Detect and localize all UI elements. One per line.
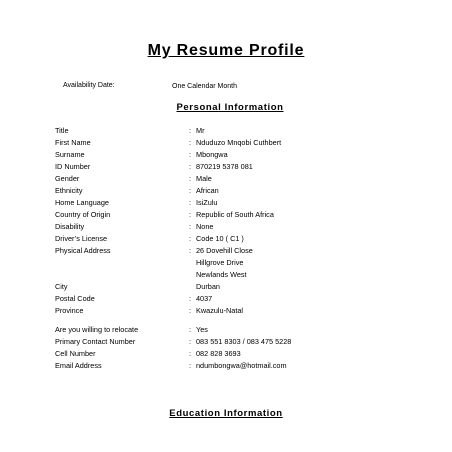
info-row-postal-code bbox=[0, 293, 452, 304]
row-separator: : bbox=[189, 361, 192, 370]
row-separator: : bbox=[189, 198, 192, 207]
row-value: Code 10 ( C1 ) bbox=[196, 234, 244, 243]
row-separator: : bbox=[189, 150, 192, 159]
row-separator: : bbox=[189, 222, 192, 231]
row-label: First Name bbox=[55, 138, 91, 147]
info-row-country-of-origin bbox=[0, 209, 452, 220]
info-row-home-language bbox=[0, 197, 452, 208]
info-row-ethnicity bbox=[0, 185, 452, 196]
info-row-disability bbox=[0, 221, 452, 232]
row-label: Driver’s License bbox=[55, 234, 108, 243]
section-heading-personal: Personal Information bbox=[176, 102, 284, 113]
row-label: Province bbox=[55, 306, 84, 315]
info-row-address-line-2 bbox=[0, 257, 452, 268]
row-label: Physical Address bbox=[55, 246, 111, 255]
row-label: Country of Origin bbox=[55, 210, 111, 219]
info-row-title bbox=[0, 125, 452, 136]
info-row-id-number bbox=[0, 161, 452, 172]
row-label: Surname bbox=[55, 150, 85, 159]
row-value: 082 828 3693 bbox=[196, 349, 241, 358]
row-label: Disability bbox=[55, 222, 85, 231]
row-label: ID Number bbox=[55, 162, 91, 171]
info-row-relocate bbox=[0, 324, 452, 335]
info-row-cell-number bbox=[0, 348, 452, 359]
row-value: Male bbox=[196, 174, 212, 183]
page-title: My Resume Profile bbox=[147, 42, 305, 59]
availability-label: Availability Date: bbox=[63, 82, 115, 89]
row-value: 26 Dovehill Close bbox=[196, 246, 253, 255]
row-value: ndumbongwa@hotmail.com bbox=[196, 361, 287, 370]
info-row-physical-address bbox=[0, 245, 452, 256]
row-label: Postal Code bbox=[55, 294, 95, 303]
row-label: City bbox=[55, 282, 68, 291]
row-value: 870219 5378 081 bbox=[196, 162, 253, 171]
row-label: Home Language bbox=[55, 198, 109, 207]
info-row-primary-contact bbox=[0, 336, 452, 347]
row-label: Ethnicity bbox=[55, 186, 83, 195]
info-row-drivers-license bbox=[0, 233, 452, 244]
info-row-surname bbox=[0, 149, 452, 160]
row-value: 083 551 8303 / 083 475 5228 bbox=[196, 337, 292, 346]
row-label: Primary Contact Number bbox=[55, 337, 136, 346]
row-separator: : bbox=[189, 162, 192, 171]
row-separator: : bbox=[189, 349, 192, 358]
row-value: Kwazulu-Natal bbox=[196, 306, 244, 315]
row-value: Mr bbox=[196, 126, 205, 135]
info-row-first-name bbox=[0, 137, 452, 148]
info-row-email-address bbox=[0, 360, 452, 371]
row-label: Are you willing to relocate bbox=[55, 325, 139, 334]
row-value: Nduduzo Mnqobi Cuthbert bbox=[196, 138, 282, 147]
row-separator: : bbox=[189, 138, 192, 147]
row-value: 4037 bbox=[196, 294, 213, 303]
info-row-province bbox=[0, 305, 452, 316]
row-separator: : bbox=[189, 325, 192, 334]
info-row-city bbox=[0, 281, 452, 292]
row-label: Gender bbox=[55, 174, 80, 183]
row-separator: : bbox=[189, 210, 192, 219]
row-separator: : bbox=[189, 186, 192, 195]
availability-value: One Calendar Month bbox=[172, 83, 237, 90]
row-label: Title bbox=[55, 126, 69, 135]
row-label: Email Address bbox=[55, 361, 102, 370]
row-separator: : bbox=[189, 234, 192, 243]
row-separator: : bbox=[189, 337, 192, 346]
row-value: IsiZulu bbox=[196, 198, 218, 207]
row-value: None bbox=[196, 222, 214, 231]
row-label: Cell Number bbox=[55, 349, 96, 358]
info-row-gender bbox=[0, 173, 452, 184]
row-value: Hillgrove Drive bbox=[196, 258, 244, 267]
row-value: Republic of South Africa bbox=[196, 210, 274, 219]
row-separator: : bbox=[189, 126, 192, 135]
row-value: Yes bbox=[196, 325, 208, 334]
row-separator: : bbox=[189, 294, 192, 303]
row-separator: : bbox=[189, 306, 192, 315]
row-separator: : bbox=[189, 174, 192, 183]
row-value: Durban bbox=[196, 282, 220, 291]
row-separator: : bbox=[189, 246, 192, 255]
row-value: African bbox=[196, 186, 219, 195]
info-row-address-line-3 bbox=[0, 269, 452, 280]
row-value: Newlands West bbox=[196, 270, 247, 279]
row-value: Mbongwa bbox=[196, 150, 228, 159]
section-heading-education: Education Information bbox=[169, 408, 283, 419]
